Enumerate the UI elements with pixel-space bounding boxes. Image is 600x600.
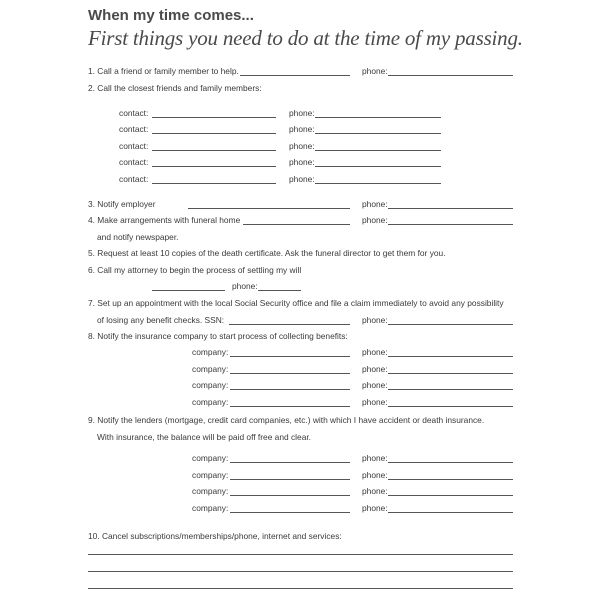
insurance-company-3-phone-field[interactable] bbox=[388, 389, 513, 390]
employer-field[interactable] bbox=[188, 208, 350, 209]
contact-4-phone-field[interactable] bbox=[315, 166, 441, 167]
phone-label: phone: bbox=[232, 281, 258, 291]
contact-2-field[interactable] bbox=[152, 133, 276, 134]
item-7-text: 7. Set up an appointment with the local Social Security office and file a claim immediately to avoid any possibility bbox=[88, 298, 504, 308]
phone-label: phone: bbox=[362, 380, 388, 390]
cancel-services-line-3[interactable] bbox=[88, 588, 513, 589]
contact-3-field[interactable] bbox=[152, 150, 276, 151]
item-6-text: 6. Call my attorney to begin the process of settling my will bbox=[88, 265, 302, 275]
item-10-text: 10. Cancel subscriptions/memberships/phone, internet and services: bbox=[88, 531, 342, 541]
company-label: company: bbox=[192, 453, 229, 463]
company-label: company: bbox=[192, 470, 229, 480]
company-label: company: bbox=[192, 380, 229, 390]
phone-label: phone: bbox=[289, 141, 315, 151]
phone-label: phone: bbox=[362, 215, 388, 225]
phone-label: phone: bbox=[289, 108, 315, 118]
attorney-field[interactable] bbox=[152, 290, 225, 291]
lender-company-1-phone-field[interactable] bbox=[388, 462, 513, 463]
company-label: company: bbox=[192, 503, 229, 513]
phone-label: phone: bbox=[289, 157, 315, 167]
contact-5-phone-field[interactable] bbox=[315, 183, 441, 184]
item-4-text: 4. Make arrangements with funeral home bbox=[88, 215, 241, 225]
phone-label: phone: bbox=[362, 199, 388, 209]
funeral-home-phone-field[interactable] bbox=[388, 224, 513, 225]
phone-label: phone: bbox=[362, 470, 388, 480]
insurance-company-2-field[interactable] bbox=[230, 373, 350, 374]
insurance-company-3-field[interactable] bbox=[230, 389, 350, 390]
contact-5-field[interactable] bbox=[152, 183, 276, 184]
item-7-continuation: of losing any benefit checks. SSN: bbox=[97, 315, 225, 325]
item-4-continuation: and notify newspaper. bbox=[97, 232, 179, 242]
lender-company-1-field[interactable] bbox=[230, 462, 350, 463]
company-label: company: bbox=[192, 397, 229, 407]
funeral-home-field[interactable] bbox=[243, 224, 350, 225]
contact-label: contact: bbox=[119, 124, 149, 134]
contact-label: contact: bbox=[119, 141, 149, 151]
form-title: When my time comes... bbox=[88, 7, 254, 24]
insurance-company-1-phone-field[interactable] bbox=[388, 356, 513, 357]
lender-company-2-field[interactable] bbox=[230, 479, 350, 480]
contact-1-phone-field[interactable] bbox=[315, 117, 441, 118]
contact-3-phone-field[interactable] bbox=[315, 150, 441, 151]
phone-label: phone: bbox=[362, 364, 388, 374]
lender-company-4-phone-field[interactable] bbox=[388, 512, 513, 513]
lender-company-4-field[interactable] bbox=[230, 512, 350, 513]
item-1-name-field[interactable] bbox=[240, 75, 350, 76]
item-3-text: 3. Notify employer bbox=[88, 199, 156, 209]
insurance-company-4-phone-field[interactable] bbox=[388, 406, 513, 407]
phone-label: phone: bbox=[362, 453, 388, 463]
employer-phone-field[interactable] bbox=[388, 208, 513, 209]
item-2-text: 2. Call the closest friends and family members: bbox=[88, 83, 262, 93]
contact-1-field[interactable] bbox=[152, 117, 276, 118]
phone-label: phone: bbox=[289, 174, 315, 184]
phone-label: phone: bbox=[362, 315, 388, 325]
ssn-phone-field[interactable] bbox=[388, 324, 513, 325]
cancel-services-line-2[interactable] bbox=[88, 571, 513, 572]
phone-label: phone: bbox=[289, 124, 315, 134]
contact-4-field[interactable] bbox=[152, 166, 276, 167]
phone-label: phone: bbox=[362, 503, 388, 513]
item-5-text: 5. Request at least 10 copies of the death certificate. Ask the funeral director to get them for you. bbox=[88, 248, 446, 258]
insurance-company-2-phone-field[interactable] bbox=[388, 373, 513, 374]
company-label: company: bbox=[192, 364, 229, 374]
insurance-company-1-field[interactable] bbox=[230, 356, 350, 357]
lender-company-3-field[interactable] bbox=[230, 495, 350, 496]
phone-label: phone: bbox=[362, 347, 388, 357]
form-subtitle: First things you need to do at the time of my passing. bbox=[88, 26, 523, 50]
ssn-field[interactable] bbox=[229, 324, 350, 325]
lender-company-3-phone-field[interactable] bbox=[388, 495, 513, 496]
item-8-text: 8. Notify the insurance company to start process of collecting benefits: bbox=[88, 331, 348, 341]
company-label: company: bbox=[192, 347, 229, 357]
phone-label: phone: bbox=[362, 397, 388, 407]
item-9-continuation: With insurance, the balance will be paid off free and clear. bbox=[97, 432, 311, 442]
phone-label: phone: bbox=[362, 486, 388, 496]
attorney-phone-field[interactable] bbox=[258, 290, 301, 291]
contact-label: contact: bbox=[119, 108, 149, 118]
item-1-phone-field[interactable] bbox=[388, 75, 513, 76]
contact-label: contact: bbox=[119, 174, 149, 184]
cancel-services-line-1[interactable] bbox=[88, 554, 513, 555]
lender-company-2-phone-field[interactable] bbox=[388, 479, 513, 480]
item-1-phone-label: phone: bbox=[362, 66, 388, 76]
item-9-text: 9. Notify the lenders (mortgage, credit card companies, etc.) with which I have accident or death insurance. bbox=[88, 415, 485, 425]
contact-label: contact: bbox=[119, 157, 149, 167]
contact-2-phone-field[interactable] bbox=[315, 133, 441, 134]
company-label: company: bbox=[192, 486, 229, 496]
item-1-text: 1. Call a friend or family member to help. bbox=[88, 66, 239, 76]
insurance-company-4-field[interactable] bbox=[230, 406, 350, 407]
